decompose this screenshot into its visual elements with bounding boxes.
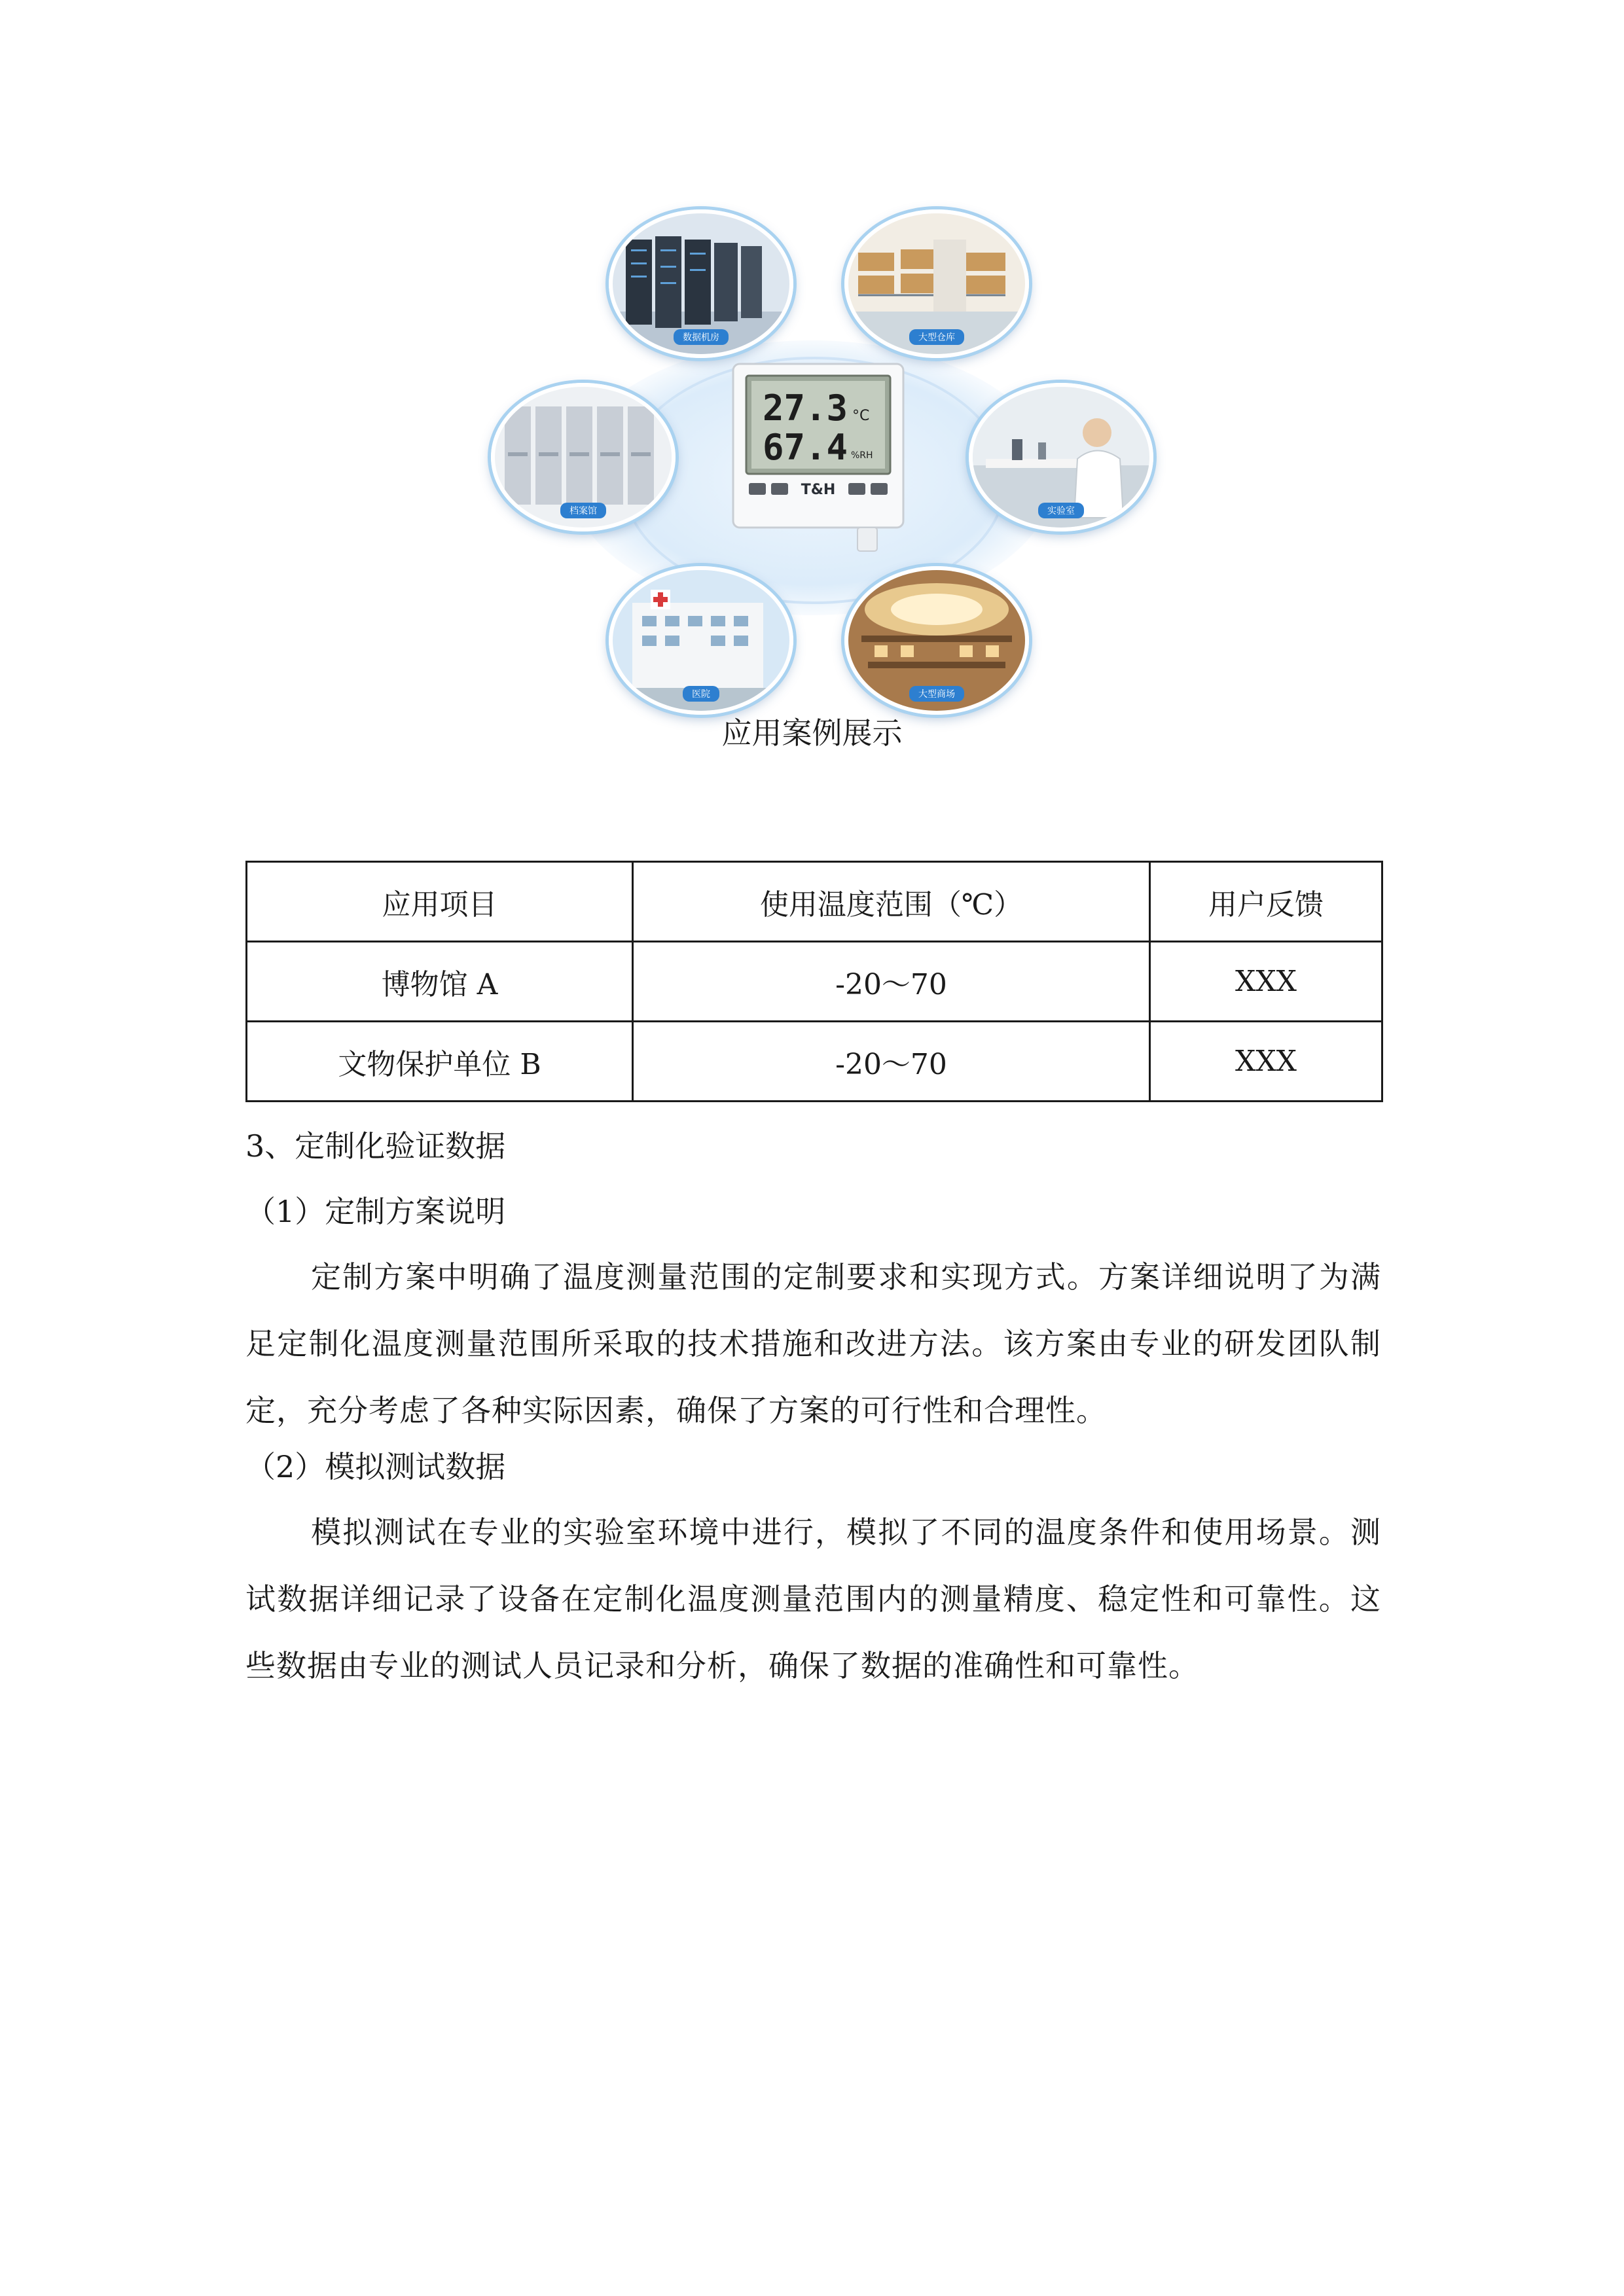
scene-archive [491, 383, 676, 531]
subsection-1-body: 定制方案中明确了温度测量范围的定制要求和实现方式。方案详细说明了为满足定制化温度测量范围所采取的技术措施和改进方法。该方案由专业的研发团队制定，充分考虑了各种实际因素，确保了方案的可行性和合理性。 [245, 1259, 1381, 1428]
subsection-2-body: 模拟测试在专业的实验室环境中进行，模拟了不同的温度条件和使用场景。测试数据详细记录了设备在定制化温度测量范围内的测量精度、稳定性和可靠性。这些数据由专业的测试人员记录和分析，确保了数据的准确性和可靠性。 [245, 1515, 1381, 1683]
temperature-reading: 27.3 [763, 387, 848, 429]
device-brand: T&H [801, 482, 836, 498]
scene-server-room [609, 209, 793, 358]
application-cases-figure [471, 196, 1165, 720]
device-button-right-2 [871, 483, 888, 495]
scene-warehouse [844, 209, 1029, 358]
scene-label-warehouse: 大型仓库 [909, 329, 964, 345]
table-cell: 博物馆 A [247, 942, 633, 1022]
device-probe [857, 528, 877, 551]
scene-shopping-mall [844, 566, 1029, 715]
section-heading: 3、定制化验证数据 [245, 1128, 506, 1164]
table-cell: -20～70 [633, 942, 1150, 1022]
scene-label-hospital: 医院 [683, 686, 719, 702]
scene-laboratory [969, 383, 1153, 531]
humidity-unit: %RH [851, 450, 873, 461]
subsection-1-title: （1）定制方案说明 [245, 1194, 506, 1229]
table-cell: 文物保护单位 B [247, 1022, 633, 1102]
table-header-cell: 应用项目 [247, 862, 633, 942]
scene-label-server-room: 数据机房 [674, 329, 729, 345]
device-button-left-2 [771, 483, 788, 495]
figure-caption: 应用案例展示 [721, 715, 903, 751]
table-row [247, 1022, 1382, 1102]
thermo-hygrometer-device [727, 360, 910, 556]
table-cell: XXX [1150, 1022, 1382, 1102]
table-cell: -20～70 [633, 1022, 1150, 1102]
table-row [247, 942, 1382, 1022]
temperature-unit: °C [852, 408, 870, 424]
table-header-cell: 用户反馈 [1150, 862, 1382, 942]
scene-label-shopping-mall: 大型商场 [909, 686, 964, 702]
scene-label-laboratory: 实验室 [1038, 503, 1084, 518]
application-table [245, 861, 1383, 1102]
table-header-cell: 使用温度范围（℃） [633, 862, 1150, 942]
table-header-row [247, 862, 1382, 942]
table-cell: XXX [1150, 942, 1382, 1022]
subsection-2-title: （2）模拟测试数据 [245, 1449, 506, 1484]
scene-hospital [609, 566, 793, 715]
device-button-right [848, 483, 865, 495]
scene-label-archive: 档案馆 [560, 503, 606, 518]
device-button-left [749, 483, 766, 495]
humidity-reading: 67.4 [763, 427, 848, 468]
